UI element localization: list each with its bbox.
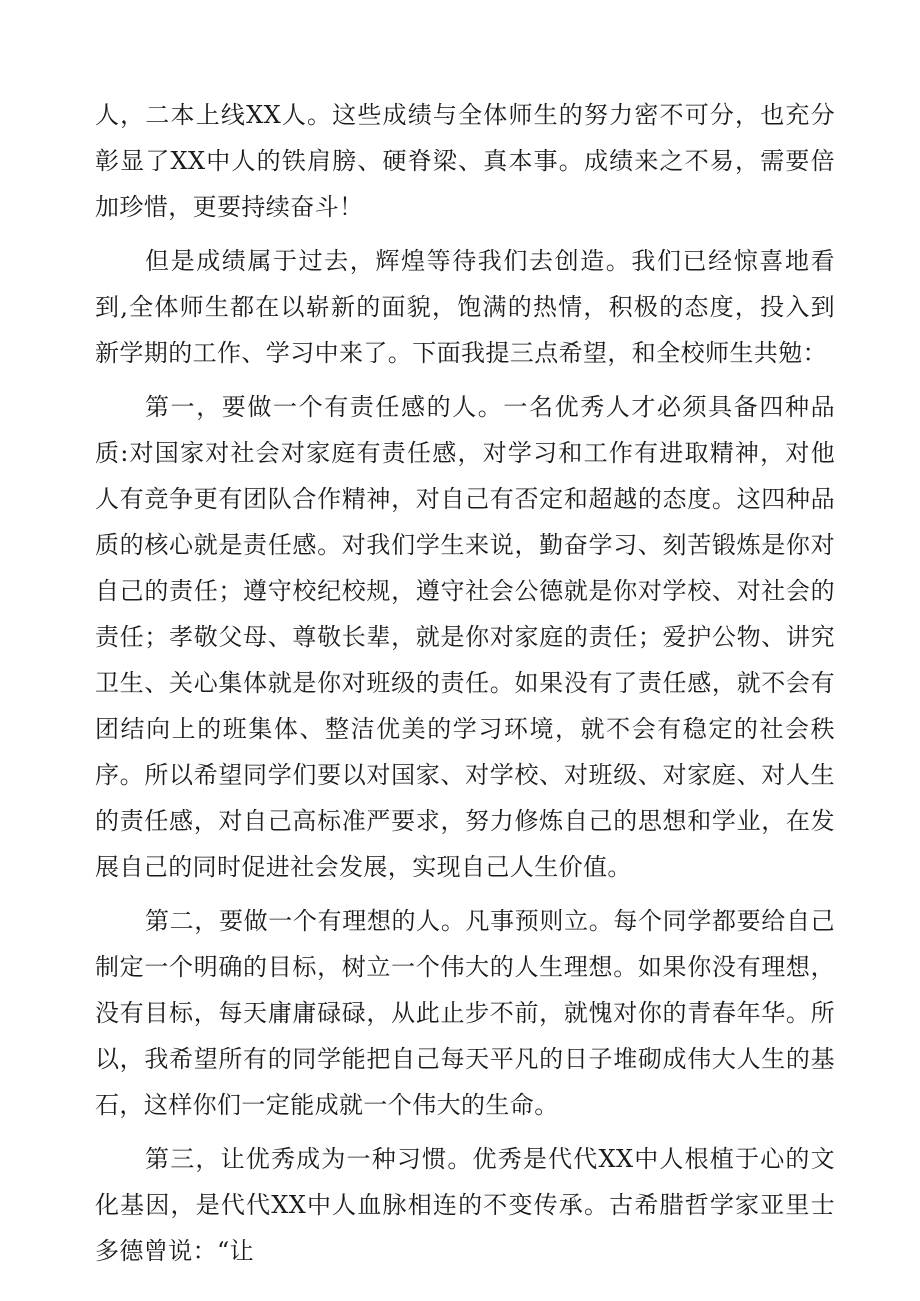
body-text <box>95 92 835 1282</box>
paragraph-point-three: 第三，让优秀成为一种习惯。优秀是代代XX中人根植于心的文化基因，是代代XX中人血脉相连的不变传承。古希腊哲学家亚里士多德曾说：“让 <box>95 1145 835 1265</box>
paragraph-outlook: 但是成绩属于过去，辉煌等待我们去创造。我们已经惊喜地看到,全体师生都在以崭新的面貌，饱满的热情，积极的态度，投入到新学期的工作、学习中来了。下面我提三点希望，和全校师生共勉： <box>95 247 835 367</box>
paragraph-continuation: 人，二本上线XX人。这些成绩与全体师生的努力密不可分，也充分彰显了XX中人的铁肩膀、硬脊梁、真本事。成绩来之不易，需要倍加珍惜，更要持续奋斗！ <box>95 101 835 221</box>
paragraph-point-one: 第一，要做一个有责任感的人。一名优秀人才必须具备四种品质:对国家对社会对家庭有责任感，对学习和工作有进取精神，对他人有竞争更有团队合作精神，对自己有否定和超越的态度。这四种品质的核心就是责任感。对我们学生来说，勤奋学习、刻苦锻炼是你对自己的责任；遵守校纪校规，遵守社会公德就是你对学校、对社会的责任；孝敬父母、尊敬长辈，就是你对家庭的责任；爱护公物、讲究卫生、关心集体就是你对班级的责任。如果没有了责任感，就不会有团结向上的班集体、整洁优美的学习环境，就不会有稳定的社会秩序。所以希望同学们要以对国家、对学校、对班级、对家庭、对人生的责任感，对自己高标准严要求，努力修炼自己的思想和学业，在发展自己的同时促进社会发展，实现自己人生价值。 <box>95 393 835 881</box>
paragraph-point-two: 第二，要做一个有理想的人。凡事预则立。每个同学都要给自己制定一个明确的目标，树立一个伟大的人生理想。如果你没有理想，没有目标，每天庸庸碌碌，从此止步不前，就愧对你的青春年华。所以，我希望所有的同学能把自己每天平凡的日子堆砌成伟大人生的基石，这样你们一定能成就一个伟大的生命。 <box>95 907 835 1119</box>
